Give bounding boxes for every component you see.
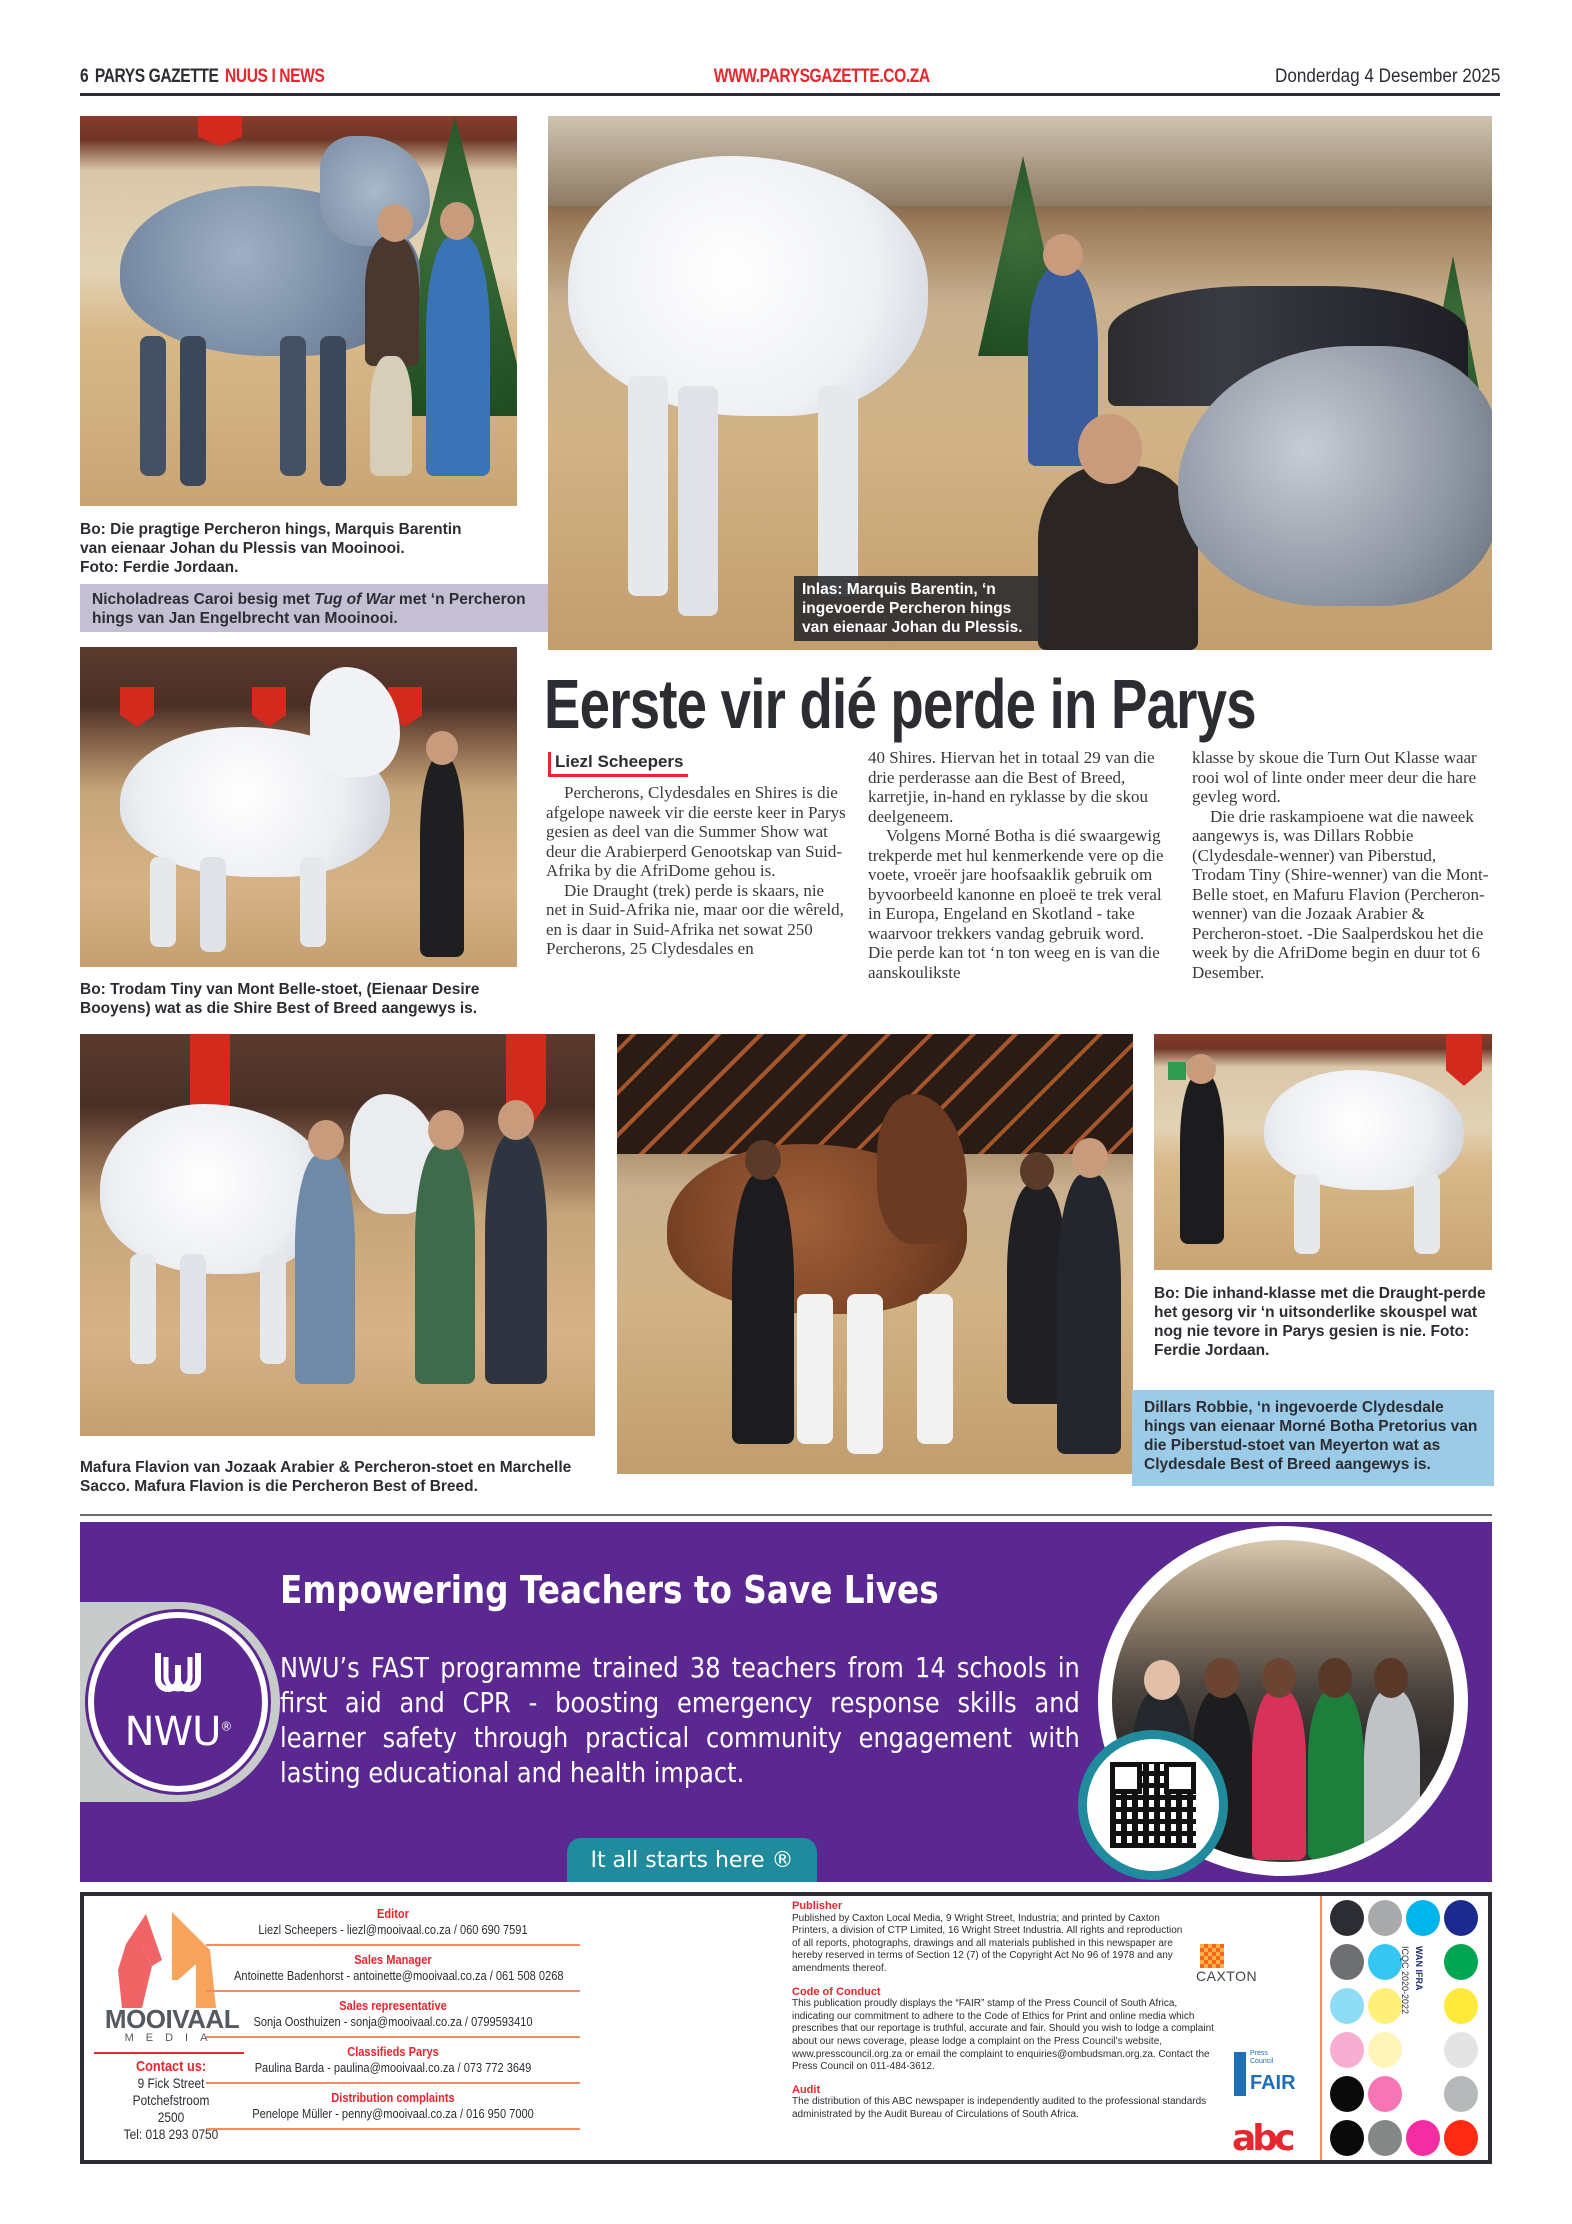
photo-inhand-class — [1154, 1034, 1492, 1270]
caption-text: Dillars Robbie, ‘n ingevoerde Clydesdale hings van eienaar Morné Botha Pretorius van die Piberstud-stoet van Meyerton wat as Clydesdale Best of Breed aangewys is. — [1144, 1399, 1478, 1473]
ad-cta-button[interactable]: It all starts here ® — [567, 1838, 817, 1882]
mooivaal-brand: MOOIVAAL — [104, 2004, 240, 2034]
nwu-logo — [88, 1612, 268, 1792]
masthead — [80, 66, 324, 88]
caption-text: met ‘n Percheron hings van Jan Engelbrecht van Mooinooi. — [92, 591, 526, 627]
photo-dillars-robbie — [617, 1034, 1133, 1474]
color-swatch — [1368, 2076, 1402, 2112]
staff-classifieds — [206, 2040, 580, 2084]
caption-photo-5 — [1154, 1284, 1494, 1360]
section-label: NUUS I NEWS — [225, 65, 325, 87]
issue-date: Donderdag 4 Desember 2025 — [1274, 65, 1500, 87]
staff-sales-manager — [206, 1948, 580, 1992]
nwu-emblem-icon — [148, 1649, 208, 1701]
ad-separator — [80, 1514, 1492, 1516]
photo-mafura-flavion — [80, 1034, 595, 1436]
qr-code-badge[interactable] — [1078, 1730, 1228, 1880]
color-swatch — [1368, 2032, 1402, 2068]
print-color-bar — [1330, 1900, 1480, 2162]
abc-logo: abc — [1232, 2118, 1292, 2159]
icqc-label — [1400, 1946, 1410, 2014]
color-swatch — [1330, 2120, 1364, 2156]
contact-label: Contact us: — [135, 2058, 207, 2075]
caxton-mark-icon — [1200, 1944, 1224, 1968]
staff-contact[interactable]: Liezl Scheepers - liezl@mooivaal.co.za / 060 690 7591 — [258, 1922, 528, 1937]
wan-ifra-text: WAN IFRA — [1414, 1946, 1424, 1991]
color-swatch — [1444, 2120, 1478, 2156]
legal-text: This publication proudly displays the “FAIR” stamp of the Press Council of South Africa, indicating our commitment to adhere to the Code of Ethics for Print and online media which prescribes that our reportage is truthful, accurate and fair. Should you wish to lodge a complaint about our news coverage, please lodge a complaint on the Press Council’s website, www.presscouncil.org.za or email the complaint to enquiries@ombudsman.org.za. Contact the Press Council on 011-484-3612. — [792, 1998, 1214, 2073]
color-swatch — [1330, 1900, 1364, 1936]
fair-bar-icon — [1234, 2052, 1246, 2096]
caption-italic: Tug of War — [314, 591, 395, 608]
caption-text: Mafura Flavion van Jozaak Arabier & Percheron-stoet en Marchelle Sacco. Mafura Flavion is die Percheron Best of Breed. — [80, 1459, 572, 1495]
staff-sales-representative — [206, 1994, 580, 2038]
footer-divider — [1320, 1896, 1322, 2160]
staff-role: Sales Manager — [354, 1952, 432, 1967]
press-council-fair-logo — [1234, 2046, 1294, 2098]
color-swatch — [1406, 2120, 1440, 2156]
contact-street: 9 Fick Street — [137, 2075, 205, 2091]
caption-photo-1 — [80, 520, 520, 577]
staff-distribution — [206, 2086, 580, 2130]
staff-contact[interactable]: Penelope Müller - penny@mooivaal.co.za / 016 950 7000 — [252, 2106, 534, 2121]
color-swatch — [1330, 2032, 1364, 2068]
contact-phone[interactable]: Tel: 018 293 0750 — [123, 2126, 219, 2142]
color-swatch — [1406, 1988, 1440, 2024]
caption-line: van eienaar Johan du Plessis van Mooinooi. — [80, 540, 405, 557]
legal-heading: Code of Conduct — [792, 1985, 881, 1998]
paragraph: Die Draught (trek) perde is skaars, nie net in Suid-Afrika nie, maar oor die wêreld, en is daar in Suid-Afrika net sowat 250 Percherons, 25 Clydesdales en — [546, 880, 844, 958]
staff-contact[interactable]: Sonja Oosthuizen - sonja@mooivaal.co.za / 0799593410 — [253, 2014, 533, 2029]
color-swatch — [1368, 1988, 1402, 2024]
page-header — [80, 64, 1500, 96]
ad-body-text: NWU’s FAST programme trained 38 teachers from 14 schools in first aid and CPR - boosting emergency response skills and learner safety through practical community engagement with lasting educational and health impact. — [280, 1651, 1080, 1789]
photo-percheron-marquis — [80, 116, 517, 506]
color-swatch — [1368, 2120, 1402, 2156]
article-byline: Liezl Scheepers — [548, 752, 688, 777]
color-swatch — [1444, 2076, 1478, 2112]
ad-title: Empowering Teachers to Save Lives — [280, 1568, 939, 1612]
color-swatch — [1368, 1900, 1402, 1936]
color-swatch — [1406, 1900, 1440, 1936]
staff-contact[interactable]: Paulina Barda - paulina@mooivaal.co.za / 073 772 3649 — [254, 2060, 532, 2075]
paragraph: Volgens Morné Botha is dié swaargewig trekperde met hul kenmerkende vere op die voete, vroeër jare hoofsaaklik gebruik om byvoorbeeld kanonne en ploeë te trek veral in Europa, Engeland en Skotland - take waarvoor trekkers vandag gebruik word. Die perde kan tot ‘n ton weeg en is van die aanskoulikste — [868, 826, 1164, 982]
paragraph: Percherons, Clydesdales en Shires is die afgelope naweek vir die eerste keer in Parys gesien as deel van die Summer Show wat deur die Arabierperd Genootskap van Suid-Afrika by die AfriDome gehou is. — [546, 783, 846, 880]
website-link[interactable]: WWW.PARYSGAZETTE.CO.ZA — [713, 65, 930, 87]
caption-photo-2 — [80, 980, 525, 1018]
page-number: 6 — [80, 65, 89, 87]
legal-notices — [792, 1900, 1310, 2122]
legal-heading: Audit — [792, 2083, 821, 2096]
legal-text: The distribution of this ABC newspaper is independently audited to the professional standards administrated by the Audit Bureau of Circulations of South Africa. — [792, 2096, 1207, 2120]
staff-contact[interactable]: Antoinette Badenhorst - antoinette@mooivaal.co.za / 061 508 0268 — [234, 1968, 564, 1983]
caption-line: Foto: Ferdie Jordaan. — [80, 559, 239, 576]
paragraph: Die drie raskampioene wat die naweek aangewys is, was Dillars Robbie (Clydesdale-wenner) van Piberstud, Trodam Tiny (Shire-wenner) van die Mont-Belle stoet, en Mafuru Flavion (Percheron-wenner) van die Jozaak Arabier & Percheron-stoet. -Die Saalperdskou het die week by die AfriDome begin en duur tot 6 Desember. — [1192, 806, 1489, 982]
color-swatch — [1330, 2076, 1364, 2112]
color-swatch — [1444, 2032, 1478, 2068]
color-swatch — [1330, 1944, 1364, 1980]
caption-tug-of-war — [80, 584, 548, 632]
caxton-label: CAXTON — [1196, 1968, 1258, 1984]
contact-postcode: 2500 — [157, 2109, 185, 2125]
nwu-logo-text: NWU® — [124, 1709, 232, 1755]
staff-role: Editor — [377, 1906, 409, 1921]
staff-editor — [206, 1902, 580, 1946]
staff-role: Classifieds Parys — [347, 2044, 439, 2059]
color-swatch — [1330, 1988, 1364, 2024]
caption-dillars-robbie — [1132, 1390, 1494, 1486]
photo-trodam-tiny — [80, 647, 517, 967]
icqc-text: ICQC 2020-2022 — [1400, 1946, 1410, 2015]
qr-code-icon[interactable] — [1110, 1762, 1196, 1848]
color-swatch — [1406, 2076, 1440, 2112]
caption-text: Inlas: Marquis Barentin, ‘n ingevoerde Percheron hings van eienaar Johan du Plessis. — [802, 581, 1023, 636]
caption-inset — [794, 576, 1048, 641]
paragraph: klasse by skoue die Turn Out Klasse waar rooi wol of linte onder meer deur die hare gevleg word. — [1192, 748, 1477, 806]
article-column-3 — [1192, 748, 1492, 982]
contact-city: Potchefstroom — [132, 2092, 210, 2108]
paper-name: PARYS GAZETTE — [94, 65, 219, 87]
color-swatch — [1444, 1900, 1478, 1936]
paragraph: 40 Shires. Hiervan het in totaal 29 van die drie perderasse aan die Best of Breed, karretjie, in-hand en ryklasse by die skou deelgeneem. — [868, 748, 1155, 826]
caption-text: Bo: Die inhand-klasse met die Draught-perde het gesorg vir ‘n uitsonderlike skouspel wat nog nie tevore in Parys gesien is nie. Foto: Ferdie Jordaan. — [1154, 1285, 1486, 1359]
staff-role: Distribution complaints — [331, 2090, 455, 2105]
mooivaal-brand-sub: MEDIA — [124, 2032, 220, 2044]
wan-ifra-label — [1414, 1946, 1424, 1991]
caption-line: Bo: Die pragtige Percheron hings, Marquis Barentin — [80, 521, 462, 538]
legal-text: Published by Caxton Local Media, 9 Wright Street, Industria; and printed by Caxton Printers, a division of CTP Limited, 16 Wright Street Industria. All rights and reproduction of all reports, photographs, drawings and all materials published in this newspaper are hereby reserved in terms of Section 12 (7) of the Copyright Act No 96 of 1978 and any amendments thereof. — [792, 1912, 1183, 1974]
color-swatch — [1444, 1988, 1478, 2024]
caption-text: Bo: Trodam Tiny van Mont Belle-stoet, (Eienaar Desire Booyens) wat as die Shire Best of Breed aangewys is. — [80, 981, 480, 1017]
caxton-logo — [1196, 1944, 1296, 1990]
fair-label: FAIR — [1250, 2072, 1296, 2094]
color-swatch — [1406, 2032, 1440, 2068]
staff-role: Sales representative — [339, 1998, 447, 2013]
caption-photo-3 — [80, 1458, 620, 1496]
article-headline: Eerste vir dié perde in Parys — [544, 665, 1256, 743]
color-swatch — [1368, 1944, 1402, 1980]
press-council-label: Press Council — [1250, 2050, 1274, 2065]
article-column-1 — [546, 783, 846, 959]
legal-heading: Publisher — [792, 1900, 843, 1912]
article-column-2 — [868, 748, 1170, 982]
photo-main-percheron-tug-of-war — [548, 116, 1492, 650]
caption-text: Nicholadreas Caroi besig met — [92, 591, 315, 608]
staff-directory — [206, 1902, 580, 2132]
color-swatch — [1444, 1944, 1478, 1980]
